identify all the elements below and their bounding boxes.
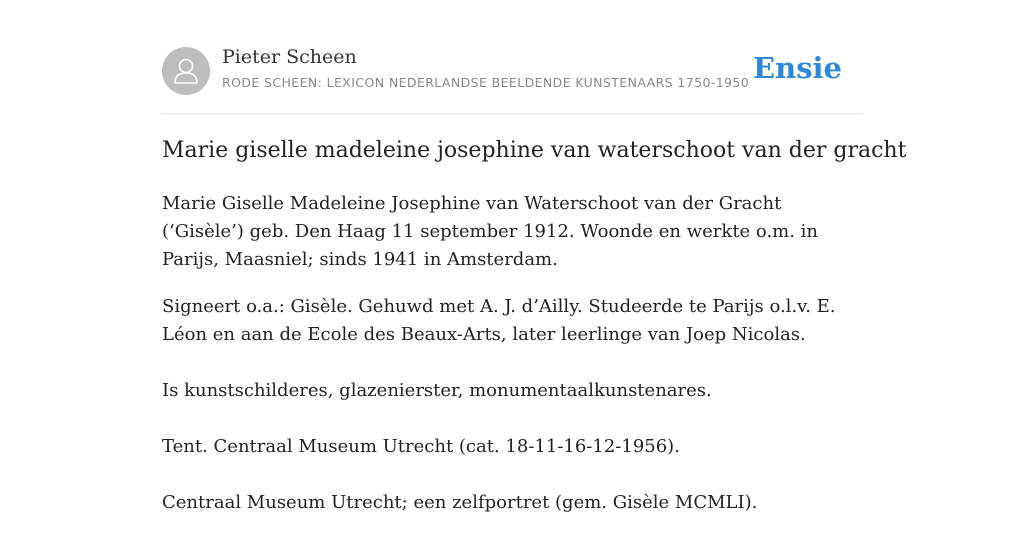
- article-title: Marie giselle madeleine josephine van waterschoot van der gracht: [162, 138, 907, 163]
- paragraph: Is kunstschilderes, glazenierster, monumentaalkunstenares.: [162, 380, 712, 401]
- article-body: [162, 190, 862, 536]
- source-name[interactable]: RODE SCHEEN: LEXICON NEDERLANDSE BEELDENDE KUNSTENAARS 1750-1950: [222, 75, 750, 90]
- paragraph: Signeert o.a.: Gisèle. Gehuwd met A. J. d’Ailly. Studeerde te Parijs o.l.v. E. Léon en aan de Ecole des Beaux-Arts, later leerlinge van Joep Nicolas.: [162, 296, 836, 345]
- brand-logo[interactable]: Ensie: [753, 51, 842, 85]
- avatar[interactable]: [162, 47, 210, 95]
- user-icon: [162, 47, 210, 95]
- article-header: [162, 46, 862, 114]
- paragraph: Marie Giselle Madeleine Josephine van Waterschoot van der Gracht (‘Gisèle’) geb. Den Haag 11 september 1912. Woonde en werkte o.m. in Parijs, Maasniel; sinds 1941 in Amsterdam.: [162, 193, 819, 270]
- paragraph: Centraal Museum Utrecht; een zelfportret (gem. Gisèle MCMLI).: [162, 492, 758, 513]
- author-name[interactable]: Pieter Scheen: [222, 46, 357, 68]
- paragraph: Tent. Centraal Museum Utrecht (cat. 18-11-16-12-1956).: [162, 436, 680, 457]
